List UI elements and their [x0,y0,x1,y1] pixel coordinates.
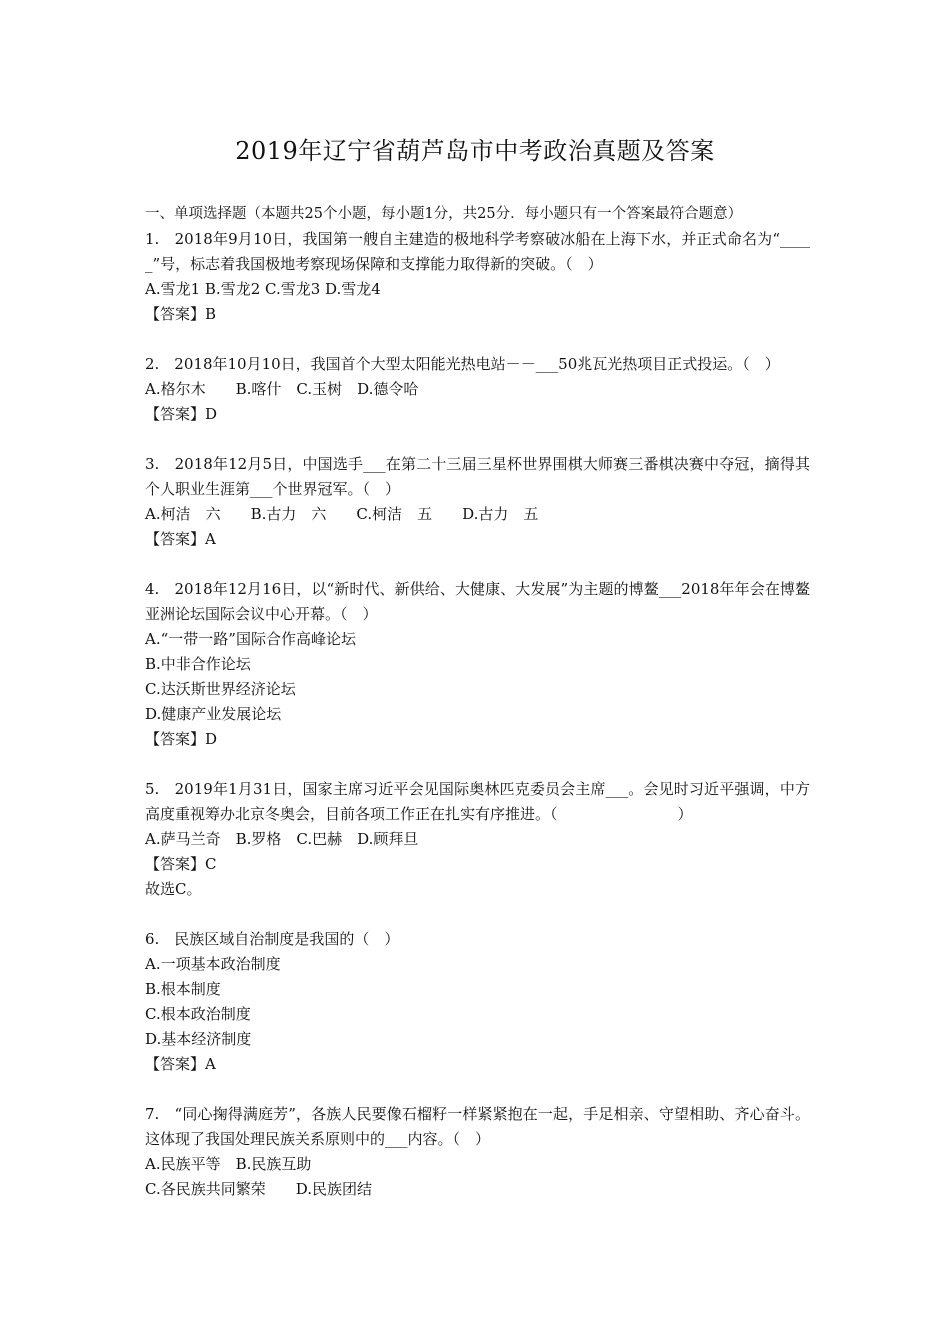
question-stem: 3. 2018年12月5日，中国选手___在第二十三届三星杯世界围棋大师赛三番棋决赛中夺冠，摘得其个人职业生涯第___个世界冠军。（ ） [145,455,810,498]
question-option-c: C.达沃斯世界经济论坛 [145,680,296,698]
question-7 [145,1102,810,1202]
question-options: A.格尔木 B.喀什 C.玉树 D.德令哈 [145,380,419,398]
question-option-d: D.基本经济制度 [145,1030,252,1048]
question-option-a: A.“一带一路”国际合作高峰论坛 [145,630,356,648]
section-header: 一、单项选择题（本题共25个小题，每小题1分，共25分．每小题只有一个答案最符合题意） [145,206,743,222]
question-answer: 【答案】A [145,1055,216,1073]
question-option-d: D.健康产业发展论坛 [145,705,282,723]
question-answer: 【答案】A [145,530,216,548]
question-option-a: A.一项基本政治制度 [145,955,281,973]
question-option-b: B.根本制度 [145,980,221,998]
question-options: A.萨马兰奇 B.罗格 C.巴赫 D.顾拜旦 [145,830,419,848]
question-stem: 5. 2019年1月31日，国家主席习近平会见国际奥林匹克委员会主席___。会见时习近平强调，中方高度重视筹办北京冬奥会，目前各项工作正在扎实有序推进。（ ） [145,780,810,823]
question-3 [145,452,810,552]
question-stem: 7. “同心掬得满庭芳”，各族人民要像石榴籽一样紧紧抱在一起，手足相亲、守望相助、齐心奋斗。这体现了我国处理民族关系原则中的___内容。（ ） [145,1105,810,1148]
document-body [145,202,810,1202]
question-answer: 【答案】D [145,405,218,423]
question-2 [145,352,810,427]
question-answer: 【答案】B [145,305,217,323]
question-stem: 1. 2018年9月10日，我国第一艘自主建造的极地科学考察破冰船在上海下水，并正式命名为“_____”号，标志着我国极地考察现场保障和支撑能力取得新的突破。（ ） [145,230,810,273]
answer-note: 故选C。 [145,880,202,898]
question-options-ab: A.民族平等 B.民族互助 [145,1155,312,1173]
question-options: A.雪龙1 B.雪龙2 C.雪龙3 D.雪龙4 [145,280,381,298]
question-options: A.柯洁 六 B.古力 六 C.柯洁 五 D.古力 五 [145,505,539,523]
document-title: 2019年辽宁省葫芦岛市中考政治真题及答案 [235,137,715,165]
question-4 [145,577,810,752]
question-stem: 2. 2018年10月10日，我国首个大型太阳能光热电站－－___50兆瓦光热项目正式投运。（ ） [145,355,780,373]
question-option-c: C.根本政治制度 [145,1005,251,1023]
question-1 [145,227,810,327]
question-option-b: B.中非合作论坛 [145,655,251,673]
question-5 [145,777,810,902]
question-answer: 【答案】C [145,855,217,873]
question-stem: 4. 2018年12月16日，以“新时代、新供给、大健康、大发展”为主题的博鳌___2018年年会在博鳌亚洲论坛国际会议中心开幕。（ ） [145,580,810,623]
question-options-cd: C.各民族共同繁荣 D.民族团结 [145,1180,372,1198]
question-6 [145,927,810,1077]
question-answer: 【答案】D [145,730,218,748]
question-stem: 6. 民族区域自治制度是我国的（ ） [145,930,400,948]
